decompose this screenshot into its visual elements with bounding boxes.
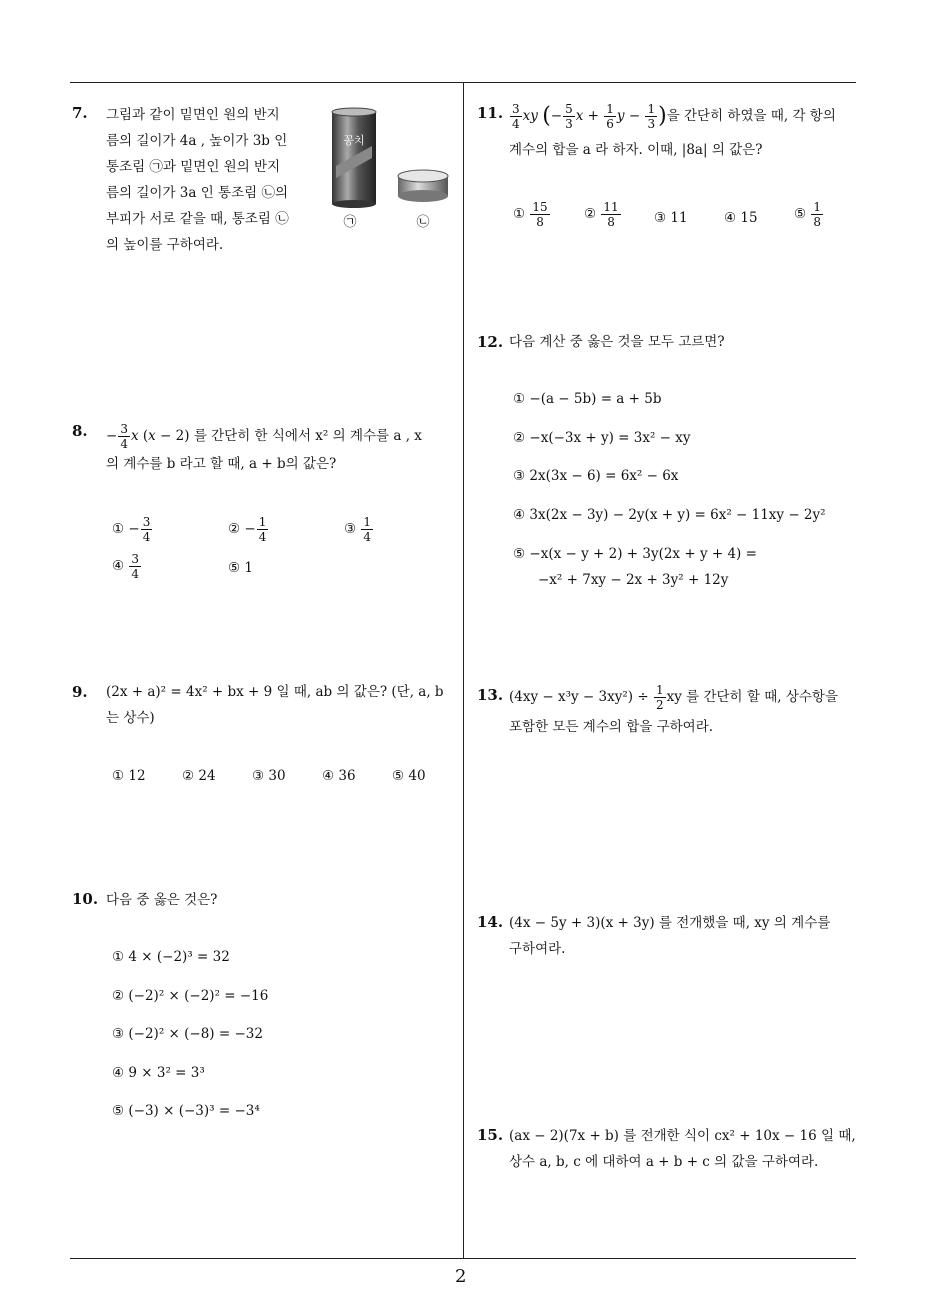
can-illustration — [328, 106, 458, 236]
question-text: 다음 계산 중 옳은 것을 모두 고르면? — [509, 334, 725, 350]
question-text: (ax − 2)(7x + b) 를 전개한 식이 cx² + 10x − 16 일 때, 상수 a, b, c 에 대하여 a + b + c 의 값을 구하여라. — [509, 1128, 856, 1170]
question-text: − $\frac{3}{4}$ x (x − 2) 를 간단히 한 식에서 x² 의 계수를 a , x 의 계수를 b 라고 할 때, a + b의 값은? — [106, 422, 422, 472]
question-text: (4xy − x³y − 3xy²) ÷ $\frac{1}{2}$ xy 를 간단히 할 때, 상수항을 포함한 모든 계수의 합을 구하여라. — [509, 683, 838, 735]
question-text: $\frac{3}{4}$ xy (− $\frac{5}{3}$ x + $\frac{1}{6}$ y − $\frac{1}{3}$ )을 간단히 하였을 때, 각 항의 계수의 합을 a 라 하자. 이때, |8a| 의 값은? — [509, 102, 836, 158]
option-3[interactable]: ③ 11 — [654, 210, 688, 226]
bottom-rule — [70, 1258, 856, 1259]
tall-can-image — [332, 108, 376, 208]
question-number: 7. — [72, 104, 88, 122]
option-1[interactable]: ① − $\frac{3}{4}$ — [112, 515, 151, 544]
option-4[interactable]: ④ 15 — [724, 210, 758, 226]
option-4[interactable]: ④ $\frac{3}{4}$ — [112, 552, 140, 581]
can-a-label: ㉠ — [343, 215, 357, 230]
question-number: 15. — [477, 1126, 504, 1144]
question-number: 12. — [477, 333, 504, 351]
option-3[interactable]: ③ (−2)² × (−8) = −32 — [112, 1026, 263, 1042]
option-5-continuation: −x² + 7xy − 2x + 3y² + 12y — [538, 572, 729, 588]
option-5[interactable]: ⑤ $\frac{1}{8}$ — [794, 200, 822, 229]
option-5[interactable]: ⑤ −x(x − y + 2) + 3y(2x + y + 4) = — [513, 546, 757, 562]
option-1[interactable]: ① 12 — [112, 768, 146, 784]
question-text: 다음 중 옳은 것은? — [106, 892, 218, 908]
option-2[interactable]: ② 24 — [182, 768, 216, 784]
option-2[interactable]: ② − $\frac{1}{4}$ — [228, 515, 267, 544]
option-2[interactable]: ② −x(−3x + y) = 3x² − xy — [513, 430, 691, 446]
option-1[interactable]: ① 4 × (−2)³ = 32 — [112, 949, 230, 965]
option-2[interactable]: ② $\frac{11}{8}$ — [584, 200, 619, 229]
option-1[interactable]: ① $\frac{15}{8}$ — [513, 200, 548, 229]
page-number: 2 — [455, 1266, 467, 1287]
option-4[interactable]: ④ 36 — [322, 768, 356, 784]
svg-text:꽁치: 꽁치 — [343, 134, 365, 147]
can-b-label: ㉡ — [416, 215, 430, 230]
option-5[interactable]: ⑤ 40 — [392, 768, 426, 784]
question-text: 그림과 같이 밑면인 원의 반지 름의 길이가 4a , 높이가 3b 인 통조림 ㉠과 밑면인 원의 반지 름의 길이가 3a 인 통조림 ㉡의 부피가 서로 같을 때, 통조림 ㉡ 의 높이를 구하여라. — [106, 107, 289, 253]
option-4[interactable]: ④ 3x(2x − 3y) − 2y(x + y) = 6x² − 11xy − 2y² — [513, 507, 826, 523]
option-3[interactable]: ③ 30 — [252, 768, 286, 784]
option-3[interactable]: ③ 2x(3x − 6) = 6x² − 6x — [513, 468, 679, 484]
option-4[interactable]: ④ 9 × 3² = 3³ — [112, 1065, 205, 1081]
option-2[interactable]: ② (−2)² × (−2)² = −16 — [112, 988, 269, 1004]
question-number: 13. — [477, 686, 504, 704]
question-number: 8. — [72, 422, 88, 440]
question-number: 10. — [72, 890, 99, 908]
question-number: 9. — [72, 683, 88, 701]
question-number: 11. — [477, 104, 504, 122]
option-1[interactable]: ① −(a − 5b) = a + 5b — [513, 391, 662, 407]
question-text: (4x − 5y + 3)(x + 3y) 를 전개했을 때, xy 의 계수를 구하여라. — [509, 915, 831, 957]
question-number: 14. — [477, 913, 504, 931]
option-5[interactable]: ⑤ 1 — [228, 560, 253, 576]
short-can-image — [398, 170, 448, 202]
option-5[interactable]: ⑤ (−3) × (−3)³ = −3⁴ — [112, 1103, 260, 1119]
column-divider — [463, 83, 464, 1259]
option-3[interactable]: ③ $\frac{1}{4}$ — [344, 515, 372, 544]
question-text: (2x + a)² = 4x² + bx + 9 일 때, ab 의 값은? (단, a, b 는 상수) — [106, 684, 444, 726]
